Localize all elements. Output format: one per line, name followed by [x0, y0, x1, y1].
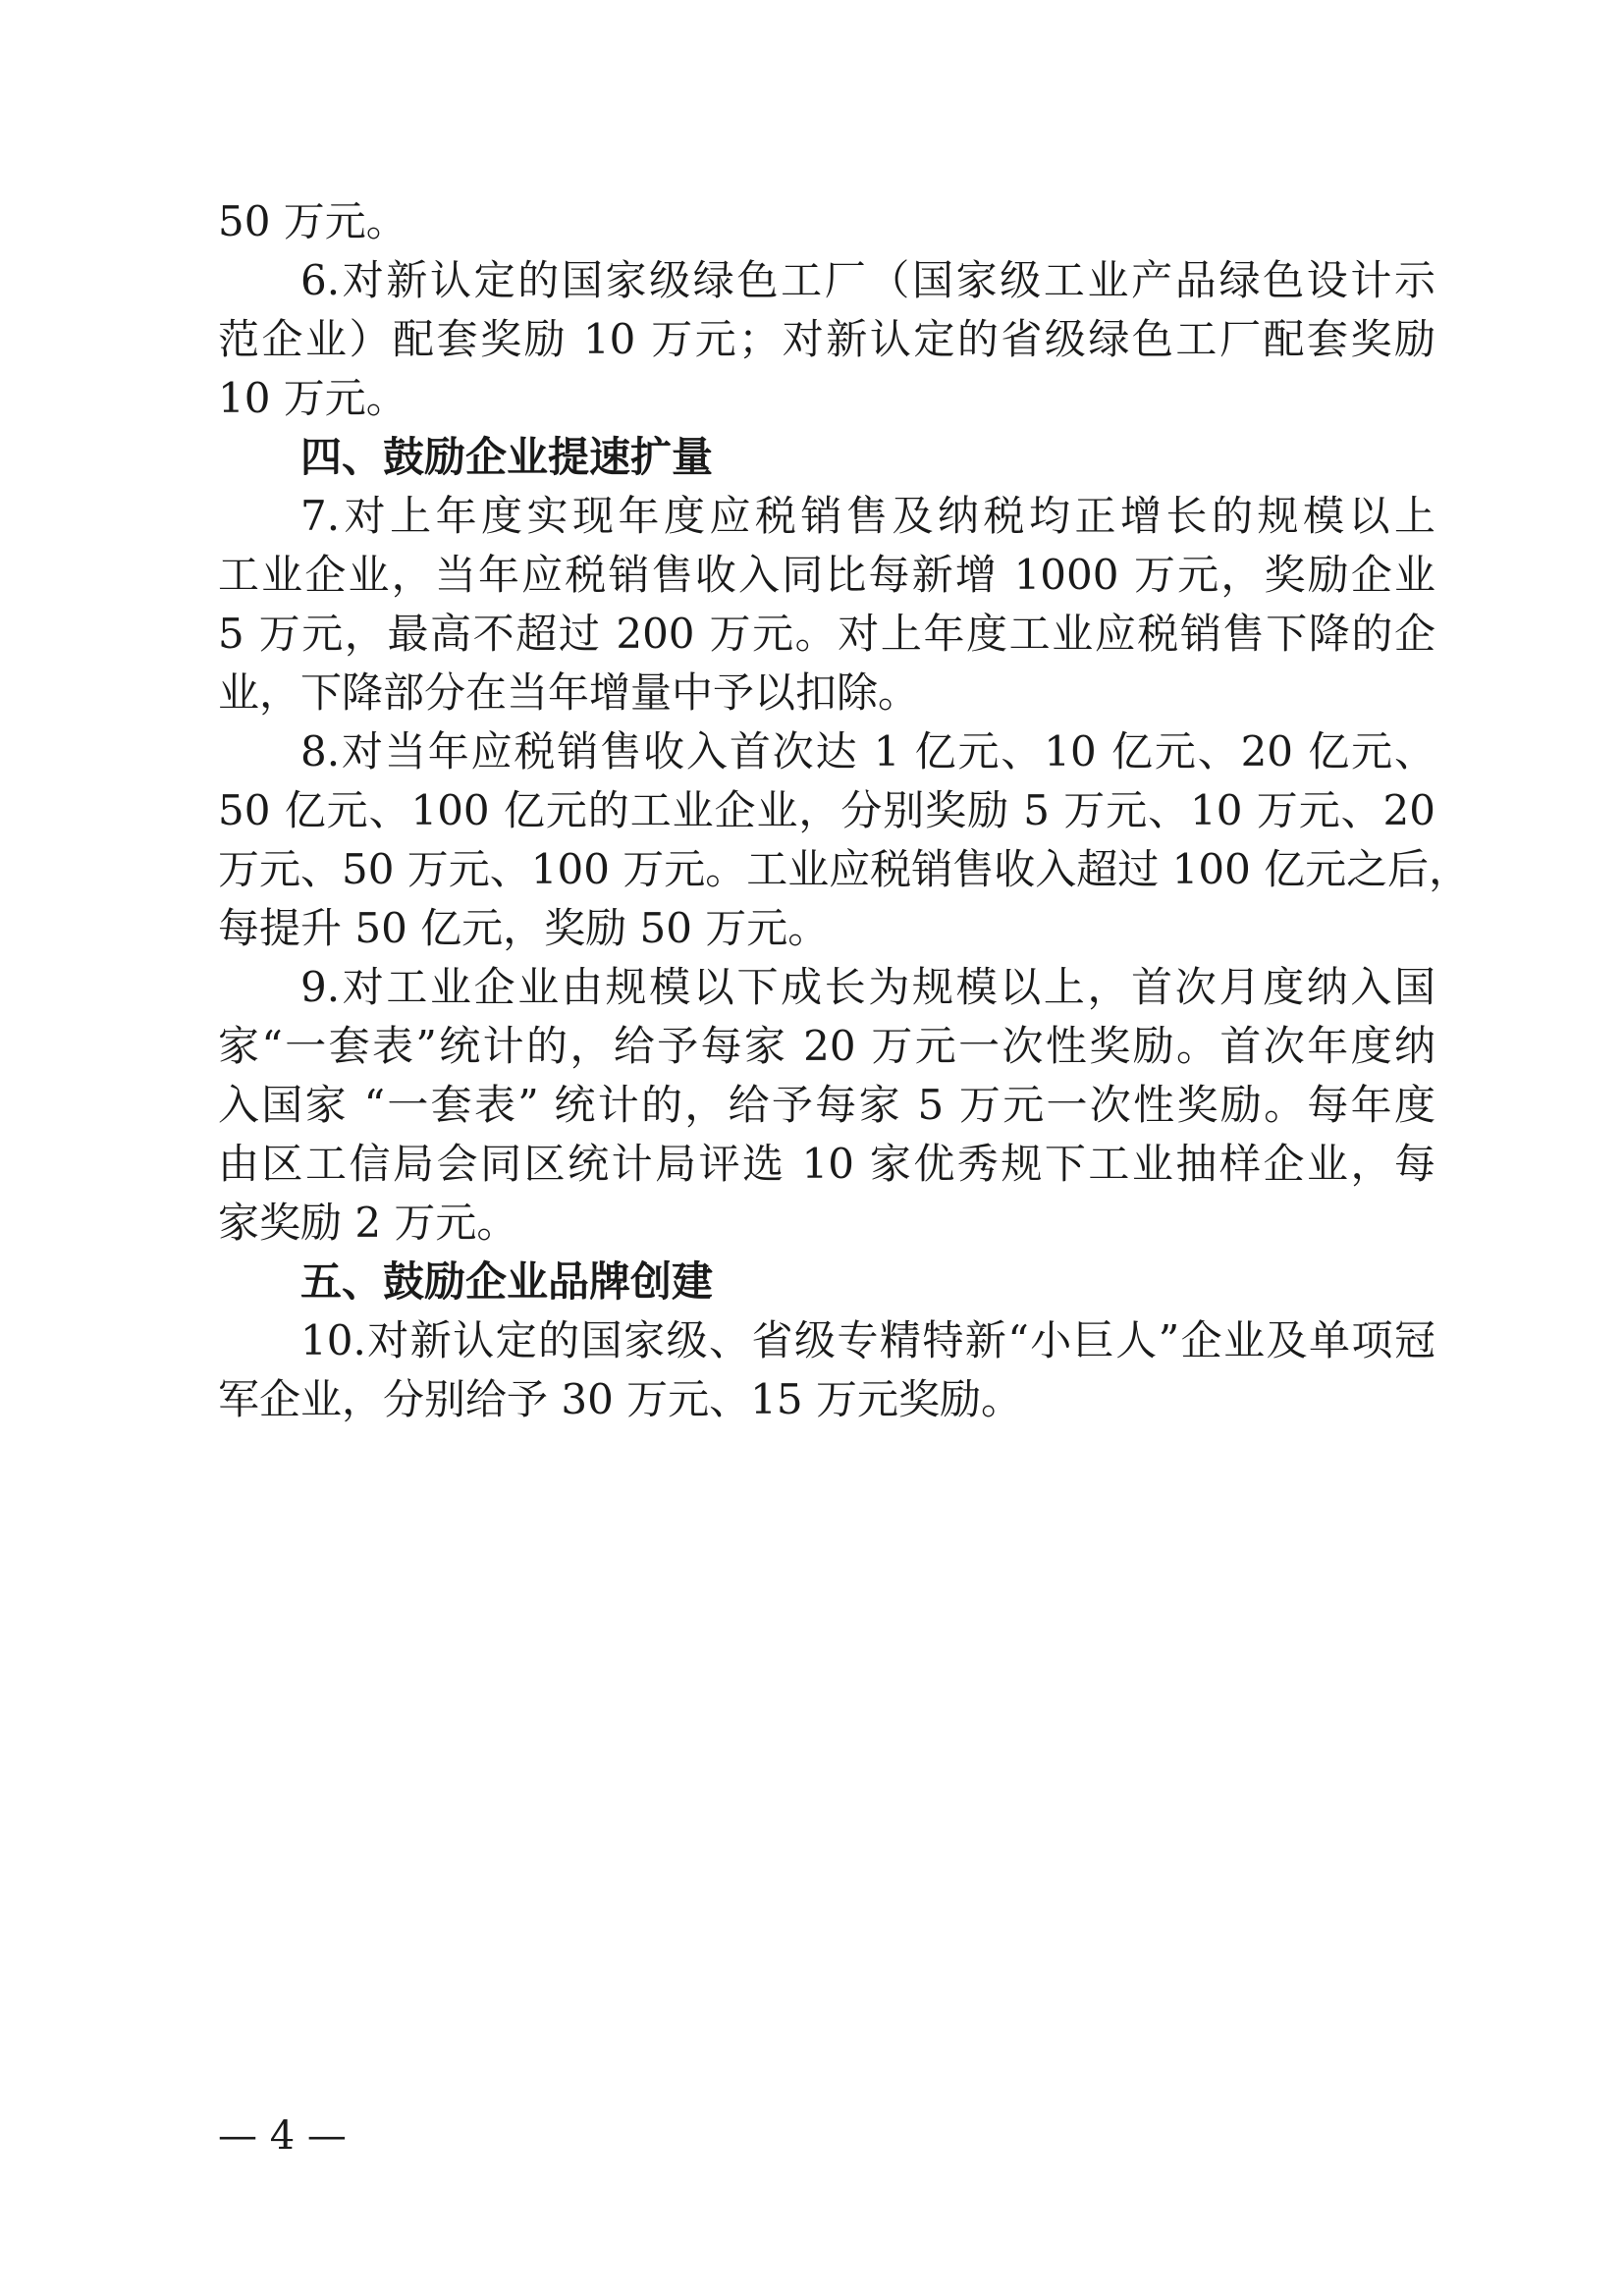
paragraph-line: 9.对工业企业由规模以下成长为规模以上，首次月度纳入国 — [300, 963, 1435, 1011]
paragraph-line: 入国家 “一套表” 统计的，给予每家 5 万元一次性奖励。每年度 — [218, 1081, 1435, 1129]
paragraph-line: 8.对当年应税销售收入首次达 1 亿元、10 亿元、20 亿元、 — [300, 727, 1435, 775]
page-number: — 4 — — [218, 2113, 347, 2159]
paragraph-line: 业，下降部分在当年增量中予以扣除。 — [218, 668, 920, 717]
paragraph-line: 万元、50 万元、100 万元。工业应税销售收入超过 100 亿元之后， — [218, 845, 1471, 893]
paragraph-line: 6.对新认定的国家级绿色工厂（国家级工业产品绿色设计示 — [300, 256, 1435, 304]
paragraph-line: 50 亿元、100 亿元的工业企业，分别奖励 5 万元、10 万元、20 — [218, 786, 1435, 834]
paragraph-line: 每提升 50 亿元，奖励 50 万元。 — [218, 904, 830, 952]
paragraph-line: 军企业，分别给予 30 万元、15 万元奖励。 — [218, 1375, 1022, 1423]
paragraph-line: 范企业）配套奖励 10 万元；对新认定的省级绿色工厂配套奖励 — [218, 315, 1435, 363]
paragraph-line: 10 万元。 — [218, 374, 407, 422]
paragraph-line: 5 万元，最高不超过 200 万元。对上年度工业应税销售下降的企 — [218, 610, 1435, 658]
paragraph-line: 工业企业，当年应税销售收入同比每新增 1000 万元，奖励企业 — [218, 551, 1435, 599]
section-heading: 四、鼓励企业提速扩量 — [300, 433, 714, 481]
paragraph-line: 10.对新认定的国家级、省级专精特新“小巨人”企业及单项冠 — [300, 1316, 1435, 1364]
paragraph-line: 家“一套表”统计的，给予每家 20 万元一次性奖励。首次年度纳 — [218, 1022, 1435, 1070]
paragraph-line: 家奖励 2 万元。 — [218, 1199, 518, 1247]
paragraph-line: 由区工信局会同区统计局评选 10 家优秀规下工业抽样企业，每 — [218, 1140, 1435, 1188]
paragraph-line: 7.对上年度实现年度应税销售及纳税均正增长的规模以上 — [300, 492, 1435, 540]
section-heading: 五、鼓励企业品牌创建 — [300, 1257, 714, 1306]
paragraph-line: 50 万元。 — [218, 197, 407, 245]
